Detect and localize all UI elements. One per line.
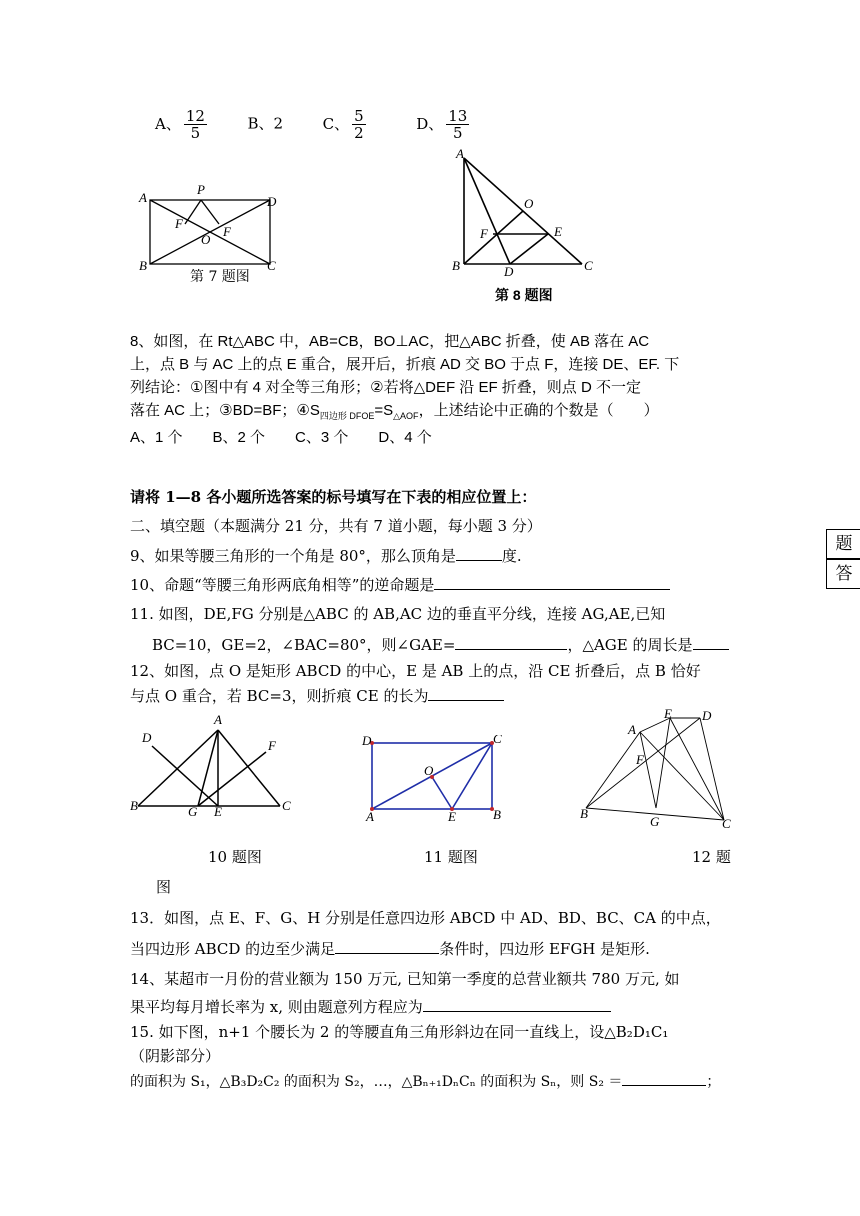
- fig7-label-b: B: [139, 258, 147, 270]
- fig8-label-c: C: [584, 258, 593, 273]
- fig12-label-f: F: [636, 752, 644, 767]
- fig12-caption: 12 题: [692, 848, 731, 866]
- fig8-label-d: D: [504, 264, 514, 278]
- fig11-caption: 11 题图: [424, 848, 478, 866]
- fig7-label-o: O: [201, 232, 211, 247]
- q8-line2: 上，点 B 与 AC 上的点 E 重合，展开后，折痕 AD 交 BO 于点 F，连接 DE、EF. 下: [130, 356, 680, 373]
- q7-option-c: C、 $\frac{5}{2}$: [322, 107, 364, 142]
- fig8-label-a: A: [456, 146, 464, 161]
- fig12-label-c: C: [722, 816, 731, 828]
- fig8-label-o: O: [524, 196, 534, 211]
- q13-blank[interactable]: [335, 939, 439, 954]
- q11-line1: 11. 如图，DE,FG 分别是△ABC 的 AB,AC 边的垂直平分线，连接 AG,AE,已知: [130, 605, 666, 623]
- section-2-heading: 二、填空题（本题满分 21 分，共有 7 道小题，每小题 3 分）: [130, 517, 542, 535]
- q11-line2: BC=10，GE=2，∠BAC=80°，则∠GAE= ，△AGE 的周长是: [152, 634, 729, 655]
- fig7-label-f1: F: [175, 216, 183, 231]
- figure-12: [576, 708, 738, 828]
- q8-options: A、1 个 B、2 个 C、3 个 D、4 个: [130, 429, 432, 446]
- q10-blank[interactable]: [434, 575, 670, 590]
- q15-line3: 的面积为 S₁，△B₃D₂C₂ 的面积为 S₂，…，△Bₙ₊₁DₙCₙ 的面积为 Sₙ，则 S₂ ＝ ；: [130, 1071, 720, 1091]
- fig8-label-f: F: [480, 226, 488, 241]
- q11-blank-angle[interactable]: [455, 635, 567, 650]
- q9-blank[interactable]: [456, 546, 502, 561]
- fig11-label-a: A: [366, 809, 374, 824]
- q12-blank[interactable]: [428, 686, 504, 701]
- fig7-label-p: P: [197, 182, 205, 197]
- q14-blank[interactable]: [423, 997, 611, 1012]
- fig11-label-c: C: [493, 735, 502, 746]
- fig11-label-b: B: [493, 807, 501, 822]
- q15-line2: （阴影部分）: [130, 1047, 221, 1065]
- q14-line1: 14、某超市一月份的营业额为 150 万元, 已知第一季度的总营业额共 780 万元, 如: [130, 970, 680, 988]
- q13-line1: 13．如图，点 E、F、G、H 分别是任意四边形 ABCD 中 AD、BD、BC、CA 的中点，: [130, 909, 721, 927]
- fig8-label-b: B: [452, 258, 460, 273]
- side-seal-bottom: 答: [826, 559, 860, 589]
- fig12-label-a: A: [628, 722, 636, 737]
- fig10-label-b: B: [130, 798, 138, 813]
- figure-11: [360, 735, 506, 825]
- fig11-label-d: D: [362, 735, 372, 748]
- fig7-label-d: D: [267, 194, 277, 209]
- fig10-caption: 10 题图: [208, 848, 262, 866]
- q8-line4: 落在 AC 上；③BD=BF；$④S_{四边形 DFOE}=S_{\triangle AOF}$，上述结论中正确的个数是（ ）: [130, 402, 659, 421]
- fig10-label-c: C: [282, 798, 291, 813]
- q13-line2: 当四边形 ABCD 的边至少满足 条件时，四边形 EFGH 是矩形.: [130, 940, 650, 958]
- side-seal-top: 题: [826, 529, 860, 559]
- fig11-label-e: E: [448, 809, 456, 824]
- q9: 9、如果等腰三角形的一个角是 80°，那么顶角是 度.: [130, 547, 522, 565]
- fig12-label-d: D: [702, 708, 712, 723]
- q11-blank-perimeter[interactable]: [693, 635, 729, 650]
- fig12-caption-wrap: 图: [156, 878, 172, 896]
- fig12-label-b: B: [580, 806, 588, 821]
- q14-line2: 果平均每月增长率为 x, 则由题意列方程应为: [130, 996, 611, 1017]
- instruction: 请将 1—8 各小题所选答案的标号填写在下表的相应位置上：: [130, 488, 537, 506]
- fig10-label-d: D: [142, 730, 152, 745]
- figure-7: [135, 182, 285, 270]
- fig7-label-f2: F: [223, 224, 231, 239]
- q8-line3: 列结论：①图中有 4 对全等三角形；②若将△DEF 沿 EF 折叠，则点 D 不一定: [130, 379, 641, 396]
- figure-8: [448, 146, 608, 278]
- fig12-label-g: G: [650, 814, 660, 828]
- fig10-label-f: F: [268, 738, 276, 753]
- q15-blank[interactable]: [622, 1071, 706, 1086]
- fig10-label-e: E: [214, 804, 222, 819]
- q12-line1: 12、如图，点 O 是矩形 ABCD 的中心，E 是 AB 上的点，沿 CE 折叠后，点 B 恰好: [130, 662, 701, 680]
- q10: 10、命题“等腰三角形两底角相等”的逆命题是: [130, 574, 670, 595]
- figure-10: [126, 712, 298, 824]
- fig10-label-g: G: [188, 804, 198, 819]
- fig7-label-a: A: [139, 190, 147, 205]
- fig7-label-c: C: [267, 258, 276, 270]
- q7-option-b: B、2: [247, 114, 284, 133]
- fig12-label-e: E: [664, 708, 672, 721]
- fig8-caption: 第 8 题图: [495, 287, 553, 303]
- fig11-label-o: O: [424, 763, 434, 778]
- q8-line1: 8、如图，在 Rt△ABC 中，AB=CB，BO⊥AC，把△ABC 折叠，使 AB 落在 AC: [130, 333, 650, 350]
- fig8-label-e: E: [554, 224, 562, 239]
- q12-line2: 与点 O 重合，若 BC=3，则折痕 CE 的长为: [130, 685, 504, 706]
- q15-line1: 15. 如下图，n+1 个腰长为 2 的等腰直角三角形斜边在同一直线上，设△B₂D₁C₁: [130, 1023, 669, 1041]
- q7-option-d: D、 $\frac{13}{5}$: [416, 107, 468, 142]
- fig10-label-a: A: [214, 712, 222, 727]
- q7-option-a: A、 $\frac{12}{5}$: [155, 107, 205, 142]
- fig7-caption: 第 7 题图: [190, 269, 250, 285]
- q7-options: [155, 108, 472, 141]
